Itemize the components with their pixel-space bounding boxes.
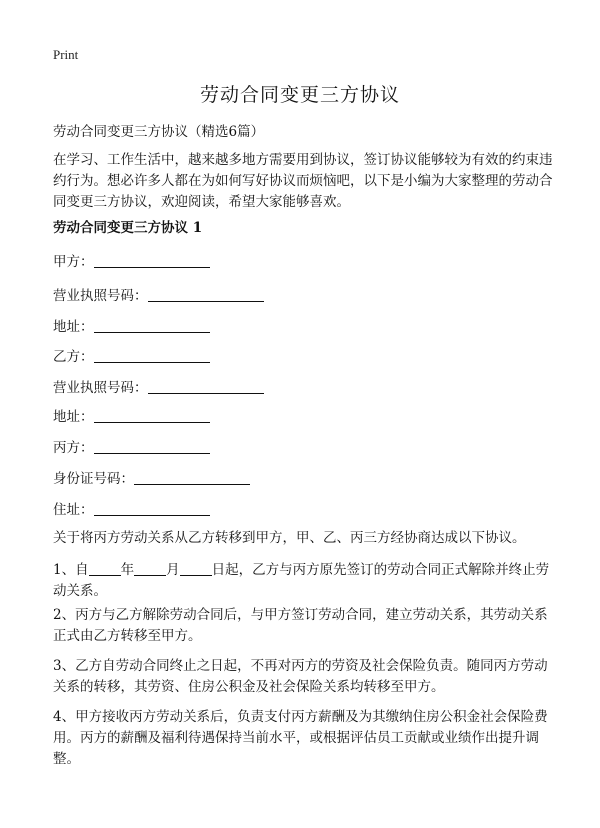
fill-blank[interactable] <box>94 318 210 333</box>
document-title: 劳动合同变更三方协议 <box>199 84 400 106</box>
day-blank[interactable] <box>180 561 212 576</box>
year-blank[interactable] <box>89 561 121 576</box>
field-id-c <box>53 467 250 487</box>
clause-1-year: 年 <box>120 562 135 578</box>
field-address-a <box>53 315 210 335</box>
field-label: 甲方： <box>53 254 94 270</box>
field-license-b <box>53 376 264 396</box>
field-label: 住址： <box>53 502 94 518</box>
field-label: 营业执照号码： <box>53 380 148 396</box>
field-label: 身份证号码： <box>53 471 134 487</box>
field-label: 地址： <box>53 319 94 335</box>
fill-blank[interactable] <box>94 408 210 423</box>
field-label: 乙方： <box>53 349 94 365</box>
fill-blank[interactable] <box>94 439 210 454</box>
fill-blank[interactable] <box>94 253 210 268</box>
fill-blank[interactable] <box>148 379 264 394</box>
field-label: 地址： <box>53 409 94 425</box>
section-heading: 劳动合同变更三方协议 1 <box>53 220 203 236</box>
print-link[interactable]: Print <box>53 47 79 62</box>
field-party-c <box>53 436 210 456</box>
fill-blank[interactable] <box>94 501 210 516</box>
clause-1-prefix: 1、自 <box>53 562 89 578</box>
clause-4: 4、甲方接收丙方劳动关系后，负责支付丙方薪酬及为其缴纳住房公积金社会保险费用。丙方的薪酬及福利待遇保持当前水平，或根据评估员工贡献或业绩作出提升调整。 <box>53 709 548 767</box>
fill-blank[interactable] <box>148 287 264 302</box>
field-label: 丙方： <box>53 440 94 456</box>
intro-paragraph: 在学习、工作生活中，越来越多地方需要用到协议，签订协议能够较为有效的约束违约行为。想必许多人都在为如何写好协议而烦恼吧，以下是小编为大家整理的劳动合同变更三方协议，欢迎阅读，希望大家能够喜欢。 <box>53 152 553 210</box>
clause-1 <box>53 560 553 602</box>
field-party-b <box>53 345 210 365</box>
field-label: 营业执照号码： <box>53 288 148 304</box>
field-residence-c <box>53 498 210 518</box>
field-license-a <box>53 284 264 304</box>
agreement-intro: 关于将丙方劳动关系从乙方转移到甲方，甲、乙、丙三方经协商达成以下协议。 <box>53 530 526 546</box>
fill-blank[interactable] <box>94 348 210 363</box>
clause-2: 2、丙方与乙方解除劳动合同后，与甲方签订劳动合同，建立劳动关系，其劳动关系正式由乙方转移至甲方。 <box>53 607 548 644</box>
clause-3: 3、乙方自劳动合同终止之日起，不再对丙方的劳资及社会保险负责。随同丙方劳动关系的转移，其劳资、住房公积金及社会保险关系均转移至甲方。 <box>53 658 548 695</box>
clause-1-month: 月 <box>166 562 180 578</box>
fill-blank[interactable] <box>134 470 250 485</box>
month-blank[interactable] <box>134 561 166 576</box>
document-subtitle: 劳动合同变更三方协议（精选6篇） <box>53 124 265 140</box>
field-party-a <box>53 250 210 270</box>
clause-1-rest: 日起，乙方与丙方原先签订的劳动合同正式解除并终止劳动关系。 <box>53 562 550 599</box>
field-address-b <box>53 405 210 425</box>
